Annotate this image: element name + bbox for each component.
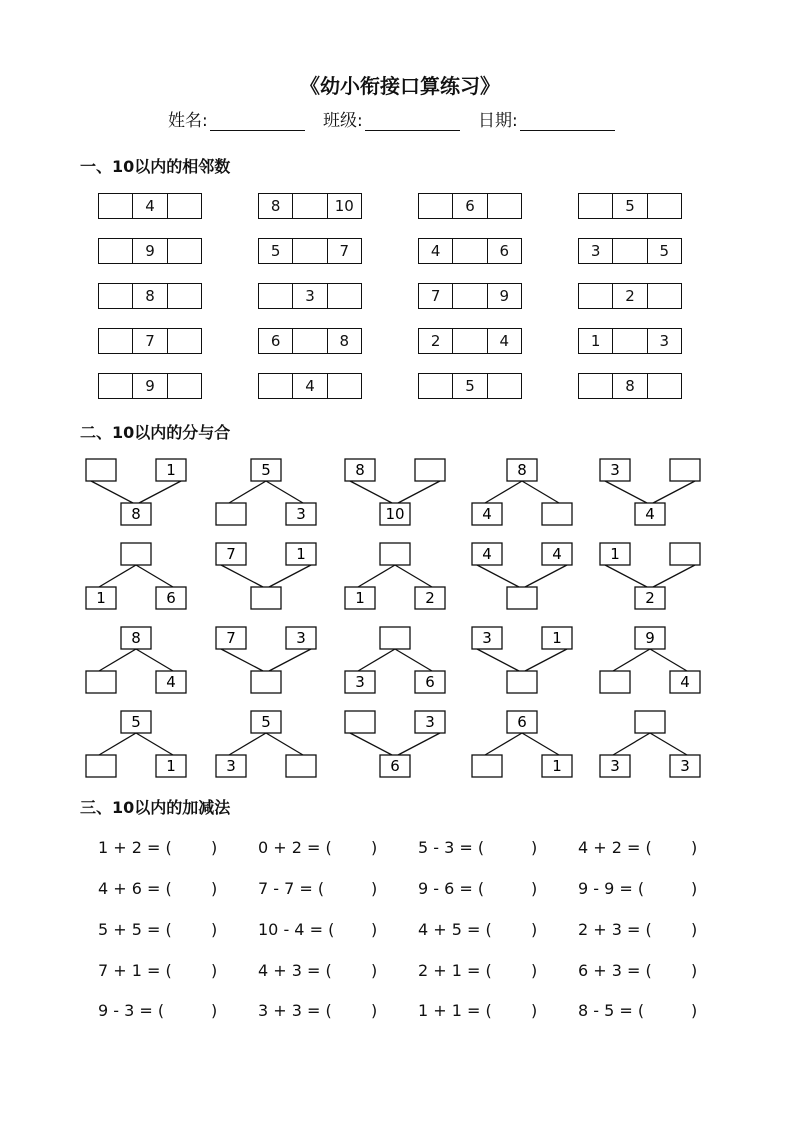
- bond-whole[interactable]: [251, 587, 281, 609]
- bond-connector-line: [221, 565, 263, 587]
- equation-text: 0 + 2 = (: [258, 838, 332, 857]
- equation: [258, 838, 378, 857]
- bond-whole-value: 8: [517, 461, 527, 479]
- adjacent-cell: 2: [612, 284, 646, 308]
- bond-whole[interactable]: [507, 671, 537, 693]
- bond-part-right: [286, 503, 316, 525]
- bond-whole-value: 6: [390, 757, 400, 775]
- bond-connector-line: [229, 481, 266, 503]
- bond-connector-line: [613, 733, 650, 755]
- bond-part-right[interactable]: [542, 503, 572, 525]
- adjacent-cell: 3: [292, 284, 326, 308]
- bond-part-right-value: 3: [296, 629, 306, 647]
- section-adjacent-title: 一、10以内的相邻数: [80, 157, 231, 176]
- bond-part-right: [156, 755, 186, 777]
- bond-whole-value: 9: [645, 629, 655, 647]
- equation-text: 7 + 1 = (: [98, 961, 172, 980]
- bond-part-left[interactable]: [472, 755, 502, 777]
- equation-text: 8 - 5 = (: [578, 1001, 645, 1020]
- bond-part-right-value: 1: [166, 757, 176, 775]
- bond-part-left-value: 1: [96, 589, 106, 607]
- bond-part-left: [600, 543, 630, 565]
- bond-part-right-value: 1: [552, 629, 562, 647]
- adjacent-cell: 5: [612, 194, 646, 218]
- adjacent-cell: 9: [487, 284, 521, 308]
- bond-whole-value: 8: [131, 629, 141, 647]
- bond-part-left[interactable]: [86, 671, 116, 693]
- bond-whole-value: 5: [131, 713, 141, 731]
- adjacent-cell: 3: [647, 329, 681, 353]
- bond-whole: [507, 459, 537, 481]
- equation-text: 10 - 4 = (: [258, 920, 335, 939]
- bond-whole: [380, 503, 410, 525]
- bond-whole-value: 8: [131, 505, 141, 523]
- adjacent-cell: 3: [590, 242, 601, 260]
- bond-connector-line: [525, 565, 567, 587]
- bond-part-right-value: 3: [680, 757, 690, 775]
- answer-blank-close[interactable]: ): [691, 838, 698, 857]
- bond-connector-line: [358, 565, 395, 587]
- adjacent-cell: 10: [327, 194, 361, 218]
- equation: [578, 879, 698, 898]
- bond-connector-line: [605, 565, 647, 587]
- adjacent-cell: 8: [612, 374, 646, 398]
- equation: [98, 961, 218, 980]
- bond-connector-line: [269, 565, 311, 587]
- bond-connector-line: [99, 733, 136, 755]
- bond-part-right-value: 6: [166, 589, 176, 607]
- bond-connector-line: [485, 481, 522, 503]
- bond-whole: [380, 755, 410, 777]
- bond-connector-line: [525, 649, 567, 671]
- bond-part-left: [86, 587, 116, 609]
- bond-connector-line: [350, 733, 392, 755]
- equation-text: 9 - 6 = (: [418, 879, 485, 898]
- adjacent-cell: 7: [430, 287, 441, 305]
- bond-part-right: [670, 671, 700, 693]
- adjacent-cell: 5: [452, 374, 486, 398]
- adjacent-cell: 6: [270, 332, 281, 350]
- bond-part-right: [286, 627, 316, 649]
- bond-connector-line: [398, 481, 440, 503]
- adjacent-cell: 7: [327, 239, 361, 263]
- answer-blank-close[interactable]: ): [211, 1001, 218, 1020]
- bond-part-right: [542, 627, 572, 649]
- bond-connector-line: [99, 649, 136, 671]
- bond-part-left[interactable]: [216, 503, 246, 525]
- equation: [418, 1001, 538, 1020]
- bond-part-left[interactable]: [86, 755, 116, 777]
- bond-part-left-value: 3: [226, 757, 236, 775]
- answer-blank-close[interactable]: ): [531, 961, 538, 980]
- bond-part-right: [156, 459, 186, 481]
- bond-whole: [635, 503, 665, 525]
- bond-part-left[interactable]: [600, 671, 630, 693]
- bond-part-left[interactable]: [86, 459, 116, 481]
- bond-connector-line: [139, 481, 181, 503]
- adjacent-cell: 8: [132, 284, 166, 308]
- bond-connector-line: [99, 565, 136, 587]
- bond-whole-value: 5: [261, 713, 271, 731]
- answer-blank-close[interactable]: ): [211, 961, 218, 980]
- bond-whole: [635, 627, 665, 649]
- bond-part-left: [472, 627, 502, 649]
- equation: [258, 961, 378, 980]
- bond-connector-line: [650, 733, 687, 755]
- bond-whole-value: 4: [645, 505, 655, 523]
- bond-part-right-value: 4: [166, 673, 176, 691]
- bond-part-left: [345, 587, 375, 609]
- bond-connector-line: [653, 565, 695, 587]
- bond-connector-line: [266, 481, 303, 503]
- bond-connector-line: [653, 481, 695, 503]
- adjacent-cell: 4: [487, 329, 521, 353]
- equation: [258, 920, 378, 939]
- bond-connector-line: [477, 649, 519, 671]
- bond-part-right[interactable]: [286, 755, 316, 777]
- answer-blank-close[interactable]: ): [531, 1001, 538, 1020]
- adjacent-cell: 6: [487, 239, 521, 263]
- class-label: 班级:: [323, 111, 363, 131]
- answer-blank-close[interactable]: ): [531, 920, 538, 939]
- bond-part-right: [156, 587, 186, 609]
- answer-blank-close[interactable]: ): [371, 838, 378, 857]
- adjacent-cell: 1: [590, 332, 601, 350]
- bond-part-right[interactable]: [670, 543, 700, 565]
- bond-whole-value: 6: [517, 713, 527, 731]
- bond-connector-line: [358, 649, 395, 671]
- answer-blank-close[interactable]: ): [691, 879, 698, 898]
- bond-part-left: [216, 755, 246, 777]
- bond-connector-line: [136, 649, 173, 671]
- equation: [98, 1001, 218, 1020]
- answer-blank-close[interactable]: ): [211, 879, 218, 898]
- bond-whole-value: 10: [385, 505, 405, 523]
- equation: [578, 1001, 698, 1020]
- equation: [418, 838, 538, 857]
- bond-part-left-value: 3: [355, 673, 365, 691]
- answer-blank-close[interactable]: ): [371, 879, 378, 898]
- adjacent-cell: 2: [430, 332, 441, 350]
- bond-part-left-value: 3: [610, 461, 620, 479]
- bond-part-right-value: 3: [296, 505, 306, 523]
- bond-connector-line: [522, 733, 559, 755]
- equation-text: 5 + 5 = (: [98, 920, 172, 939]
- answer-blank-close[interactable]: ): [371, 920, 378, 939]
- bond-connector-line: [605, 481, 647, 503]
- bond-whole: [121, 711, 151, 733]
- equation-text: 9 - 9 = (: [578, 879, 645, 898]
- equation: [98, 838, 218, 857]
- bond-connector-line: [91, 481, 133, 503]
- equation-text: 4 + 6 = (: [98, 879, 172, 898]
- bond-part-left-value: 3: [482, 629, 492, 647]
- bond-connector-line: [266, 733, 303, 755]
- bond-whole: [635, 587, 665, 609]
- bond-whole[interactable]: [121, 543, 151, 565]
- adjacent-cell: 7: [132, 329, 166, 353]
- bond-whole: [251, 711, 281, 733]
- bond-part-left-value: 8: [355, 461, 365, 479]
- equation-text: 1 + 2 = (: [98, 838, 172, 857]
- bond-part-right[interactable]: [670, 459, 700, 481]
- equation-text: 7 - 7 = (: [258, 879, 325, 898]
- bond-part-right-value: 2: [425, 589, 435, 607]
- bond-connector-line: [398, 733, 440, 755]
- bond-part-right-value: 4: [680, 673, 690, 691]
- bond-part-left: [600, 459, 630, 481]
- bond-whole-value: 5: [261, 461, 271, 479]
- bond-connector-line: [350, 481, 392, 503]
- bond-part-left-value: 4: [482, 505, 492, 523]
- bond-whole: [121, 503, 151, 525]
- bond-connector-line: [522, 481, 559, 503]
- equation: [418, 879, 538, 898]
- answer-blank-close[interactable]: ): [691, 920, 698, 939]
- bond-part-left-value: 1: [355, 589, 365, 607]
- equation: [578, 961, 698, 980]
- bond-part-left[interactable]: [345, 711, 375, 733]
- bond-whole[interactable]: [635, 711, 665, 733]
- bond-part-left: [472, 543, 502, 565]
- answer-blank-close[interactable]: ): [691, 961, 698, 980]
- answer-blank-close[interactable]: ): [371, 1001, 378, 1020]
- answer-blank-close[interactable]: ): [691, 1001, 698, 1020]
- equation: [98, 879, 218, 898]
- bond-connector-line: [136, 565, 173, 587]
- adjacent-cell: 6: [452, 194, 486, 218]
- bond-whole: [507, 711, 537, 733]
- bond-connector-line: [485, 733, 522, 755]
- bond-part-right: [286, 543, 316, 565]
- equation-text: 4 + 3 = (: [258, 961, 332, 980]
- bond-connector-line: [221, 649, 263, 671]
- answer-blank-close[interactable]: ): [371, 961, 378, 980]
- bond-whole[interactable]: [380, 543, 410, 565]
- bond-whole-value: 2: [645, 589, 655, 607]
- bond-part-right[interactable]: [415, 459, 445, 481]
- bond-part-left: [216, 543, 246, 565]
- bond-part-right-value: 4: [552, 545, 562, 563]
- bond-whole[interactable]: [380, 627, 410, 649]
- bond-part-right: [415, 711, 445, 733]
- bond-connector-line: [136, 733, 173, 755]
- equation-text: 1 + 1 = (: [418, 1001, 492, 1020]
- bond-part-left: [345, 671, 375, 693]
- adjacent-cell: 5: [270, 242, 281, 260]
- equation: [578, 920, 698, 939]
- equation: [418, 920, 538, 939]
- bond-part-right: [542, 543, 572, 565]
- bond-whole: [121, 627, 151, 649]
- bond-part-right-value: 3: [425, 713, 435, 731]
- equation: [98, 920, 218, 939]
- equation-text: 3 + 3 = (: [258, 1001, 332, 1020]
- equation-text: 2 + 3 = (: [578, 920, 652, 939]
- adjacent-cell: 9: [132, 239, 166, 263]
- bond-whole[interactable]: [251, 671, 281, 693]
- bond-part-right-value: 6: [425, 673, 435, 691]
- equation: [418, 961, 538, 980]
- date-label: 日期:: [478, 111, 518, 131]
- equation-text: 5 - 3 = (: [418, 838, 485, 857]
- bond-part-right: [415, 587, 445, 609]
- section-arith-title: 三、10以内的加减法: [80, 798, 231, 817]
- answer-blank-close[interactable]: ): [211, 920, 218, 939]
- adjacent-cell: 8: [327, 329, 361, 353]
- bond-part-left: [600, 755, 630, 777]
- bond-part-right: [415, 671, 445, 693]
- equation-text: 2 + 1 = (: [418, 961, 492, 980]
- adjacent-cell: 5: [647, 239, 681, 263]
- bond-part-right-value: 1: [552, 757, 562, 775]
- bond-part-right-value: 1: [296, 545, 306, 563]
- bond-part-right-value: 1: [166, 461, 176, 479]
- bond-connector-line: [229, 733, 266, 755]
- bond-connector-line: [613, 649, 650, 671]
- equation-text: 4 + 5 = (: [418, 920, 492, 939]
- adjacent-cell: 4: [292, 374, 326, 398]
- adjacent-cell: 8: [270, 197, 281, 215]
- bond-whole: [251, 459, 281, 481]
- bond-connector-line: [650, 649, 687, 671]
- bond-part-left-value: 7: [226, 545, 236, 563]
- bond-part-left-value: 4: [482, 545, 492, 563]
- adjacent-cell: 4: [132, 194, 166, 218]
- equation: [258, 1001, 378, 1020]
- bond-part-left: [216, 627, 246, 649]
- bond-part-left-value: 1: [610, 545, 620, 563]
- bond-connector-line: [269, 649, 311, 671]
- adjacent-cell: 4: [430, 242, 441, 260]
- bond-part-right: [670, 755, 700, 777]
- bond-part-left-value: 3: [610, 757, 620, 775]
- name-label: 姓名:: [168, 111, 208, 131]
- bond-part-right: [156, 671, 186, 693]
- answer-blank-close[interactable]: ): [211, 838, 218, 857]
- equation-text: 9 - 3 = (: [98, 1001, 165, 1020]
- bond-connector-line: [477, 565, 519, 587]
- answer-blank-close[interactable]: ): [531, 838, 538, 857]
- adjacent-cell: 9: [132, 374, 166, 398]
- bond-connector-line: [395, 649, 432, 671]
- bond-part-left-value: 7: [226, 629, 236, 647]
- section-bonds-title: 二、10以内的分与合: [80, 423, 231, 442]
- bond-part-right: [542, 755, 572, 777]
- equation-text: 6 + 3 = (: [578, 961, 652, 980]
- equation: [258, 879, 378, 898]
- page-title: 《幼小衔接口算练习》: [300, 74, 500, 98]
- answer-blank-close[interactable]: ): [531, 879, 538, 898]
- bond-part-left: [472, 503, 502, 525]
- bond-whole[interactable]: [507, 587, 537, 609]
- bond-part-left: [345, 459, 375, 481]
- equation: [578, 838, 698, 857]
- equation-text: 4 + 2 = (: [578, 838, 652, 857]
- bond-connector-line: [395, 565, 432, 587]
